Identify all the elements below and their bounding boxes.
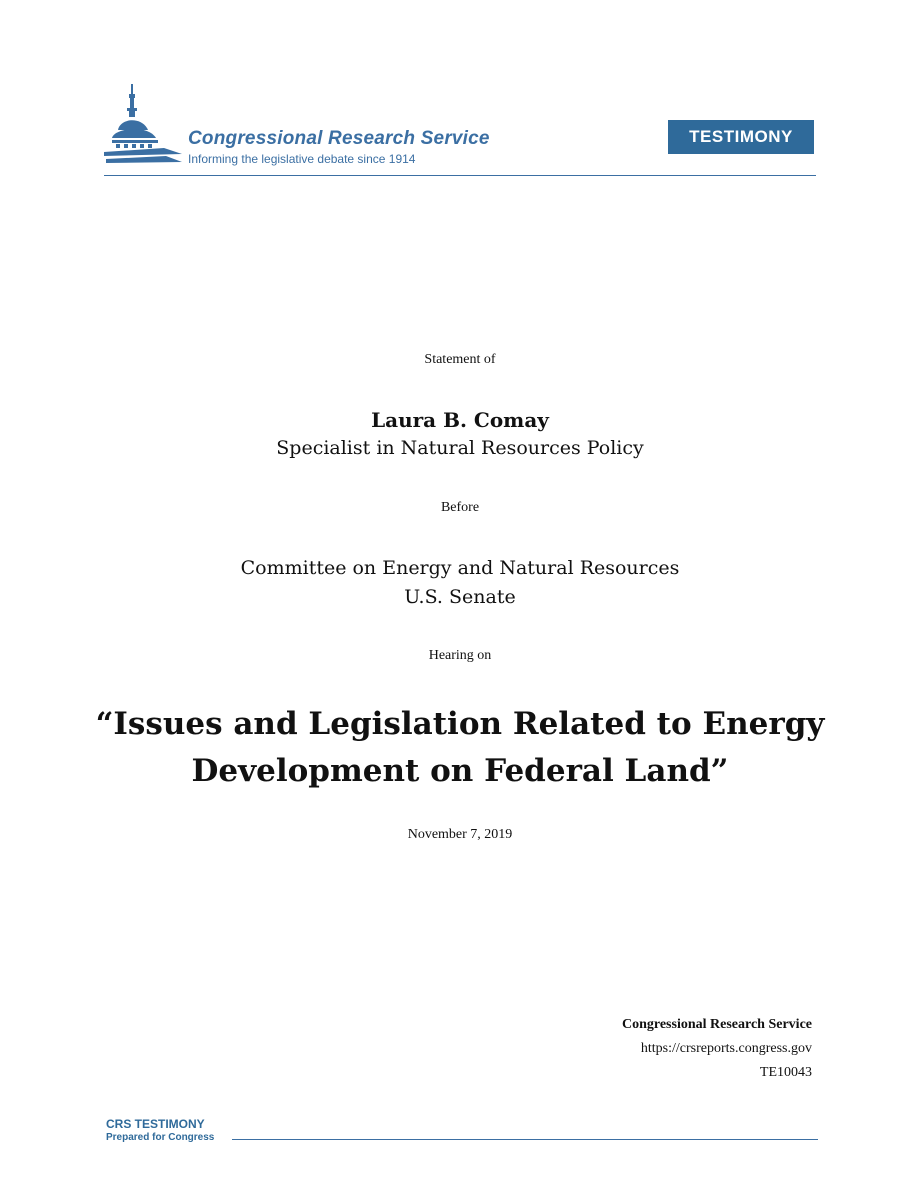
crs-testimony-label-line-1: CRS TESTIMONY [106,1117,205,1131]
author-name: Laura B. Comay [371,408,549,432]
hearing-title-line-1: “Issues and Legislation Related to Energy [95,706,825,742]
hearing-title [0,701,920,795]
author-title: Specialist in Natural Resources Policy [276,437,644,459]
footer-url-link[interactable]: https://crsreports.congress.gov [640,1041,812,1056]
statement-of-label: Statement of [424,352,496,367]
chamber-name: U.S. Senate [404,586,516,608]
hearing-title-line-2: Development on Federal Land” [191,753,729,789]
header-divider [104,175,816,176]
footer-info [622,1013,812,1085]
footer-org: Congressional Research Service [621,1017,812,1032]
hearing-date: November 7, 2019 [407,827,513,842]
testimony-badge: TESTIMONY [668,120,814,154]
report-id: TE10043 [759,1065,812,1080]
hearing-on-label: Hearing on [428,648,492,663]
brand-tagline: Informing the legislative debate since 1914 [188,152,416,166]
capitol-dome-icon [104,84,184,170]
crs-header [104,84,816,179]
before-label: Before [440,500,480,515]
crs-testimony-label [106,1118,214,1144]
brand-name: Congressional Research Service [188,128,490,149]
footer-divider [232,1139,818,1140]
crs-testimony-label-line-2: Prepared for Congress [106,1132,215,1143]
committee-name: Committee on Energy and Natural Resources [240,557,680,579]
